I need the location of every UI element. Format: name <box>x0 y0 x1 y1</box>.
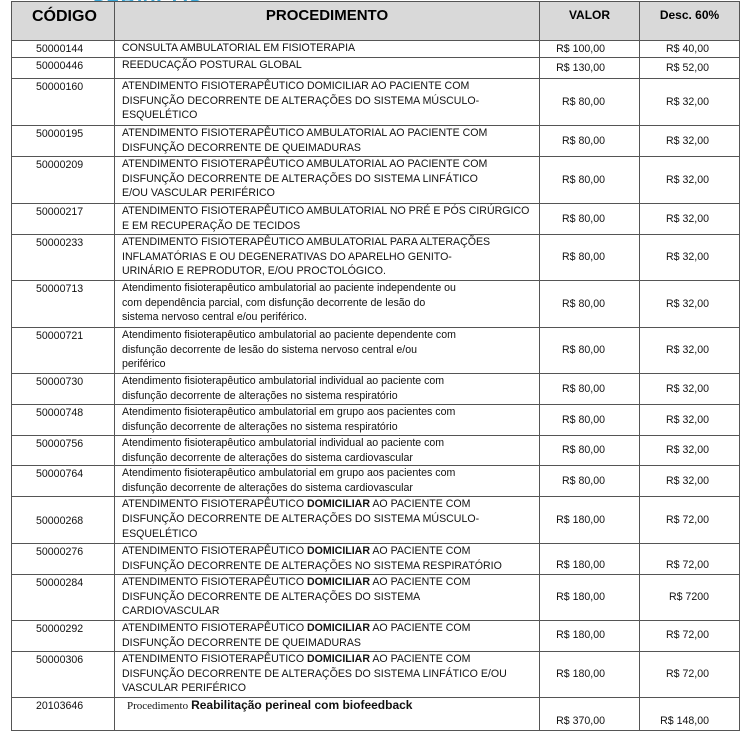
price-cell: R$ 80,00 <box>540 235 640 281</box>
price-cell: R$ 80,00 <box>540 126 640 157</box>
price-table <box>11 1 740 731</box>
procedure-cell: ATENDIMENTO FISIOTERAPÊUTICO AMBULATORIAL AO PACIENTE COM DISFUNÇÃO DECORRENTE DE ALTERAÇÕES DO SISTEMA LINFÁTICO E/OU VASCULAR PERIFÉRICO <box>115 157 540 204</box>
header-procedimento: PROCEDIMENTO <box>115 2 540 41</box>
procedure-cell: Atendimento fisioterapêutico ambulatorial ao paciente independente ou com dependência parcial, com disfunção decorrente de lesão do sistema nervoso central e/ou periférico. <box>115 281 540 328</box>
code-cell: 50000144 <box>12 41 115 58</box>
discount-cell: R$ 32,00 <box>640 374 740 405</box>
code-cell: 50000209 <box>12 157 115 204</box>
price-cell: R$ 80,00 <box>540 328 640 374</box>
table-row <box>12 466 740 497</box>
procedure-cell: ATENDIMENTO FISIOTERAPÊUTICO DOMICILIAR AO PACIENTE COM DISFUNÇÃO DECORRENTE DE ALTERAÇÕES DO SISTEMA LINFÁTICO E/OU VASCULAR PERIFÉRICO <box>115 651 540 697</box>
discount-cell: R$ 72,00 <box>640 651 740 697</box>
price-cell: R$ 130,00 <box>540 58 640 79</box>
discount-cell: R$ 32,00 <box>640 328 740 374</box>
table-row <box>12 204 740 235</box>
code-cell: 50000276 <box>12 544 115 574</box>
discount-cell: R$ 40,00 <box>640 41 740 58</box>
table-row <box>12 328 740 374</box>
discount-cell: R$ 32,00 <box>640 126 740 157</box>
procedure-cell: ATENDIMENTO FISIOTERAPÊUTICO DOMICILIAR AO PACIENTE COM DISFUNÇÃO DECORRENTE DE ALTERAÇÕES DO SISTEMA MÚSCULO- ESQUELÉTICO <box>115 79 540 126</box>
table-row <box>12 697 740 730</box>
procedure-cell: Atendimento fisioterapêutico ambulatorial em grupo aos pacientes com disfunção decorrente de alterações do sistema cardiovascular <box>115 466 540 497</box>
discount-cell: R$ 52,00 <box>640 58 740 79</box>
price-cell: R$ 370,00 <box>540 697 640 730</box>
price-cell: R$ 80,00 <box>540 405 640 436</box>
procedure-cell: ATENDIMENTO FISIOTERAPÊUTICO DOMICILIAR AO PACIENTE COM DISFUNÇÃO DECORRENTE DE QUEIMADURAS <box>115 620 540 651</box>
discount-cell: R$ 72,00 <box>640 497 740 544</box>
table-header-row <box>12 2 740 41</box>
discount-cell: R$ 32,00 <box>640 79 740 126</box>
procedure-cell: ATENDIMENTO FISIOTERAPÊUTICO DOMICILIAR AO PACIENTE COM DISFUNÇÃO DECORRENTE DE ALTERAÇÕES DO SISTEMA MÚSCULO- ESQUELÉTICO <box>115 497 540 544</box>
table-row <box>12 157 740 204</box>
table-row <box>12 281 740 328</box>
price-cell: R$ 80,00 <box>540 374 640 405</box>
discount-cell: R$ 148,00 <box>640 697 740 730</box>
discount-cell: R$ 7200 <box>640 574 740 620</box>
code-cell: 50000446 <box>12 58 115 79</box>
table-row <box>12 405 740 436</box>
code-cell: 50000306 <box>12 651 115 697</box>
price-cell: R$ 80,00 <box>540 204 640 235</box>
procedure-cell: Atendimento fisioterapêutico ambulatorial individual ao paciente com disfunção decorrente de alterações no sistema respiratório <box>115 374 540 405</box>
code-cell: 50000748 <box>12 405 115 436</box>
table-row <box>12 544 740 574</box>
discount-cell: R$ 32,00 <box>640 281 740 328</box>
price-cell: R$ 80,00 <box>540 157 640 204</box>
procedure-cell: ATENDIMENTO FISIOTERAPÊUTICO AMBULATORIAL AO PACIENTE COM DISFUNÇÃO DECORRENTE DE QUEIMADURAS <box>115 126 540 157</box>
table-row <box>12 374 740 405</box>
procedure-cell: Procedimento Reabilitação perineal com biofeedback <box>115 697 540 730</box>
procedure-cell: ATENDIMENTO FISIOTERAPÊUTICO DOMICILIAR AO PACIENTE COM DISFUNÇÃO DECORRENTE DE ALTERAÇÕES DO SISTEMA CARDIOVASCULAR <box>115 574 540 620</box>
discount-cell: R$ 32,00 <box>640 204 740 235</box>
table-row <box>12 79 740 126</box>
procedure-cell: Atendimento fisioterapêutico ambulatorial individual ao paciente com disfunção decorrente de alterações do sistema cardiovascular <box>115 436 540 466</box>
code-cell: 50000268 <box>12 497 115 544</box>
table-row <box>12 436 740 466</box>
discount-cell: R$ 32,00 <box>640 157 740 204</box>
price-cell: R$ 100,00 <box>540 41 640 58</box>
price-cell: R$ 80,00 <box>540 79 640 126</box>
procedure-cell: CONSULTA AMBULATORIAL EM FISIOTERAPIA <box>115 41 540 58</box>
table-row <box>12 58 740 79</box>
table-row <box>12 620 740 651</box>
procedure-cell: Atendimento fisioterapêutico ambulatorial ao paciente dependente com disfunção decorrente de lesão do sistema nervoso central e/ou periférico <box>115 328 540 374</box>
discount-cell: R$ 32,00 <box>640 235 740 281</box>
discount-cell: R$ 72,00 <box>640 544 740 574</box>
procedure-cell: ATENDIMENTO FISIOTERAPÊUTICO DOMICILIAR AO PACIENTE COM DISFUNÇÃO DECORRENTE DE ALTERAÇÕES NO SISTEMA RESPIRATÓRIO <box>115 544 540 574</box>
discount-cell: R$ 32,00 <box>640 405 740 436</box>
table-row <box>12 235 740 281</box>
code-cell: 50000730 <box>12 374 115 405</box>
price-cell: R$ 180,00 <box>540 574 640 620</box>
code-cell: 50000756 <box>12 436 115 466</box>
procedure-cell: ATENDIMENTO FISIOTERAPÊUTICO AMBULATORIAL NO PRÉ E PÓS CIRÚRGICO E EM RECUPERAÇÃO DE TECIDOS <box>115 204 540 235</box>
price-cell: R$ 80,00 <box>540 436 640 466</box>
code-cell: 50000284 <box>12 574 115 620</box>
price-cell: R$ 180,00 <box>540 497 640 544</box>
code-cell: 20103646 <box>12 697 115 730</box>
procedure-cell: REEDUCAÇÃO POSTURAL GLOBAL <box>115 58 540 79</box>
code-cell: 50000160 <box>12 79 115 126</box>
price-cell: R$ 180,00 <box>540 620 640 651</box>
header-desconto: Desc. 60% <box>640 2 740 41</box>
table-row <box>12 497 740 544</box>
discount-cell: R$ 72,00 <box>640 620 740 651</box>
discount-cell: R$ 32,00 <box>640 436 740 466</box>
code-cell: 50000764 <box>12 466 115 497</box>
table-row <box>12 651 740 697</box>
price-cell: R$ 180,00 <box>540 544 640 574</box>
code-cell: 50000721 <box>12 328 115 374</box>
table-row <box>12 574 740 620</box>
procedure-cell: Atendimento fisioterapêutico ambulatorial em grupo aos pacientes com disfunção decorrente de alterações no sistema respiratório <box>115 405 540 436</box>
header-codigo: CÓDIGO <box>12 2 115 41</box>
header-valor: VALOR <box>540 2 640 41</box>
code-cell: 50000292 <box>12 620 115 651</box>
price-cell: R$ 80,00 <box>540 466 640 497</box>
procedure-cell: ATENDIMENTO FISIOTERAPÊUTICO AMBULATORIAL PARA ALTERAÇÕES INFLAMATÓRIAS E OU DEGENERATIVAS DO APARELHO GENITO- URINÁRIO E REPRODUTOR, E/OU PROCTOLÓGICO. <box>115 235 540 281</box>
discount-cell: R$ 32,00 <box>640 466 740 497</box>
code-cell: 50000195 <box>12 126 115 157</box>
price-cell: R$ 80,00 <box>540 281 640 328</box>
price-cell: R$ 180,00 <box>540 651 640 697</box>
code-cell: 50000713 <box>12 281 115 328</box>
code-cell: 50000233 <box>12 235 115 281</box>
table-row <box>12 41 740 58</box>
table-row <box>12 126 740 157</box>
code-cell: 50000217 <box>12 204 115 235</box>
